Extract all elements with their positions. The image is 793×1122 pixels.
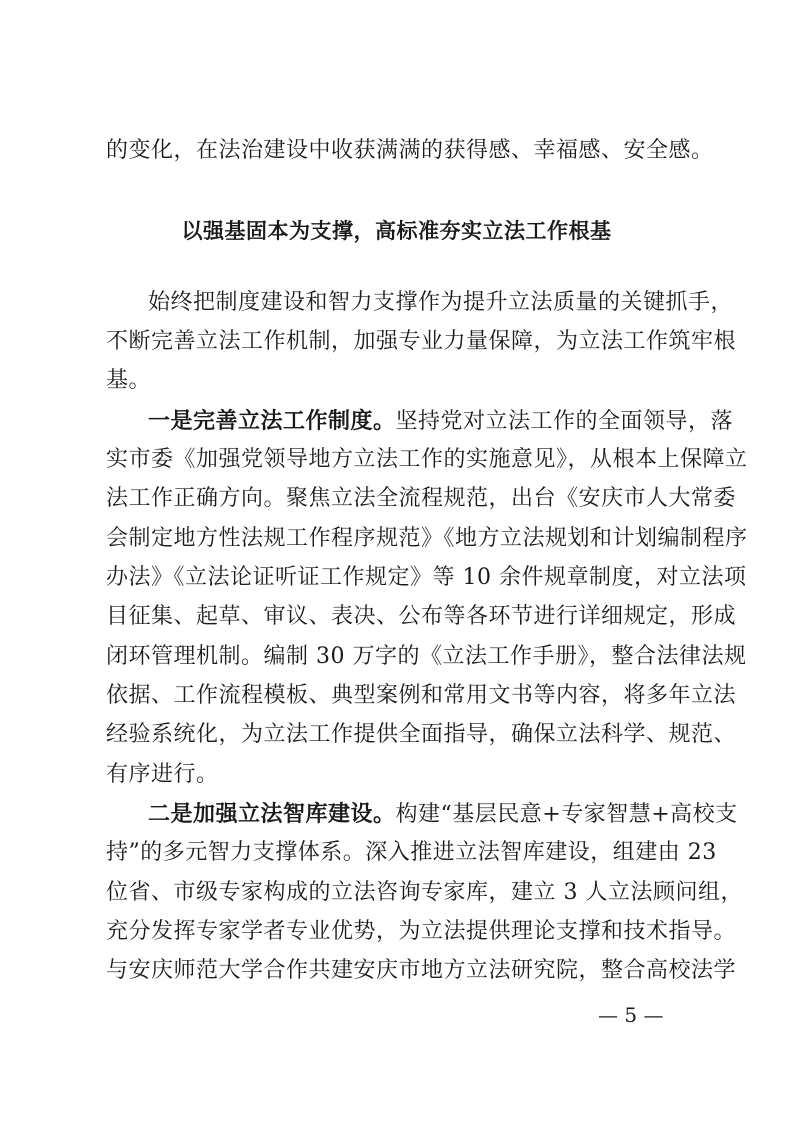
body-text-line: 二是加强立法智库建设。构建“基层民意+专家智慧+高校支: [148, 801, 738, 827]
body-text-line: 与安庆师范大学合作共建安庆市地方立法研究院，整合高校法学: [106, 958, 737, 983]
body-text-line: 持”的多元智力支撑体系。深入推进立法智库建设，组建由 23: [106, 840, 717, 865]
body-text-line: 目征集、起草、审议、表决、公布等各环节进行详细规定，形成: [106, 604, 737, 629]
body-text-line: 闭环管理机制。编制 30 万字的《立法工作手册》，整合法律法规: [106, 644, 747, 669]
body-text-line: 有序进行。: [106, 762, 219, 787]
section-heading: 以强基固本为支撑，高标准夯实立法工作根基: [181, 219, 612, 243]
body-text-line: 的变化，在法治建设中收获满满的获得感、幸福感、安全感。: [106, 138, 714, 163]
body-text-line: 位省、市级专家构成的立法咨询专家库，建立 3 人立法顾问组，: [106, 880, 743, 905]
body-text-line: 实市委《加强党领导地方立法工作的实施意见》，从根本上保障立: [106, 447, 748, 472]
paragraph-lead: 一是完善立法工作制度。: [148, 408, 396, 434]
body-text-line: 依据、工作流程模板、典型案例和常用文书等内容，将多年立法: [106, 683, 737, 708]
paragraph-lead: 二是加强立法智库建设。: [148, 801, 396, 827]
body-text-line: 法工作正确方向。聚焦立法全流程规范，出台《安庆市人大常委: [106, 486, 737, 511]
body-text-line: 办法》《立法论证听证工作规定》等 10 余件规章制度，对立法项: [106, 565, 747, 590]
body-text-line: 始终把制度建设和智力支撑作为提升立法质量的关键抓手，: [148, 290, 734, 315]
body-text-line: 不断完善立法工作机制，加强专业力量保障，为立法工作筑牢根: [106, 329, 737, 354]
page-number: — 5 —: [598, 1003, 664, 1027]
body-text-line: 一是完善立法工作制度。坚持党对立法工作的全面领导，落: [148, 408, 734, 434]
body-text-line: 基。: [106, 368, 152, 393]
body-text-line: 经验系统化，为立法工作提供全面指导，确保立法科学、规范、: [106, 722, 737, 747]
body-text-line: 会制定地方性法规工作程序规范》《地方立法规划和计划编制程序: [106, 526, 748, 551]
body-text-line: 充分发挥专家学者专业优势，为立法提供理论支撑和技术指导。: [106, 919, 737, 944]
